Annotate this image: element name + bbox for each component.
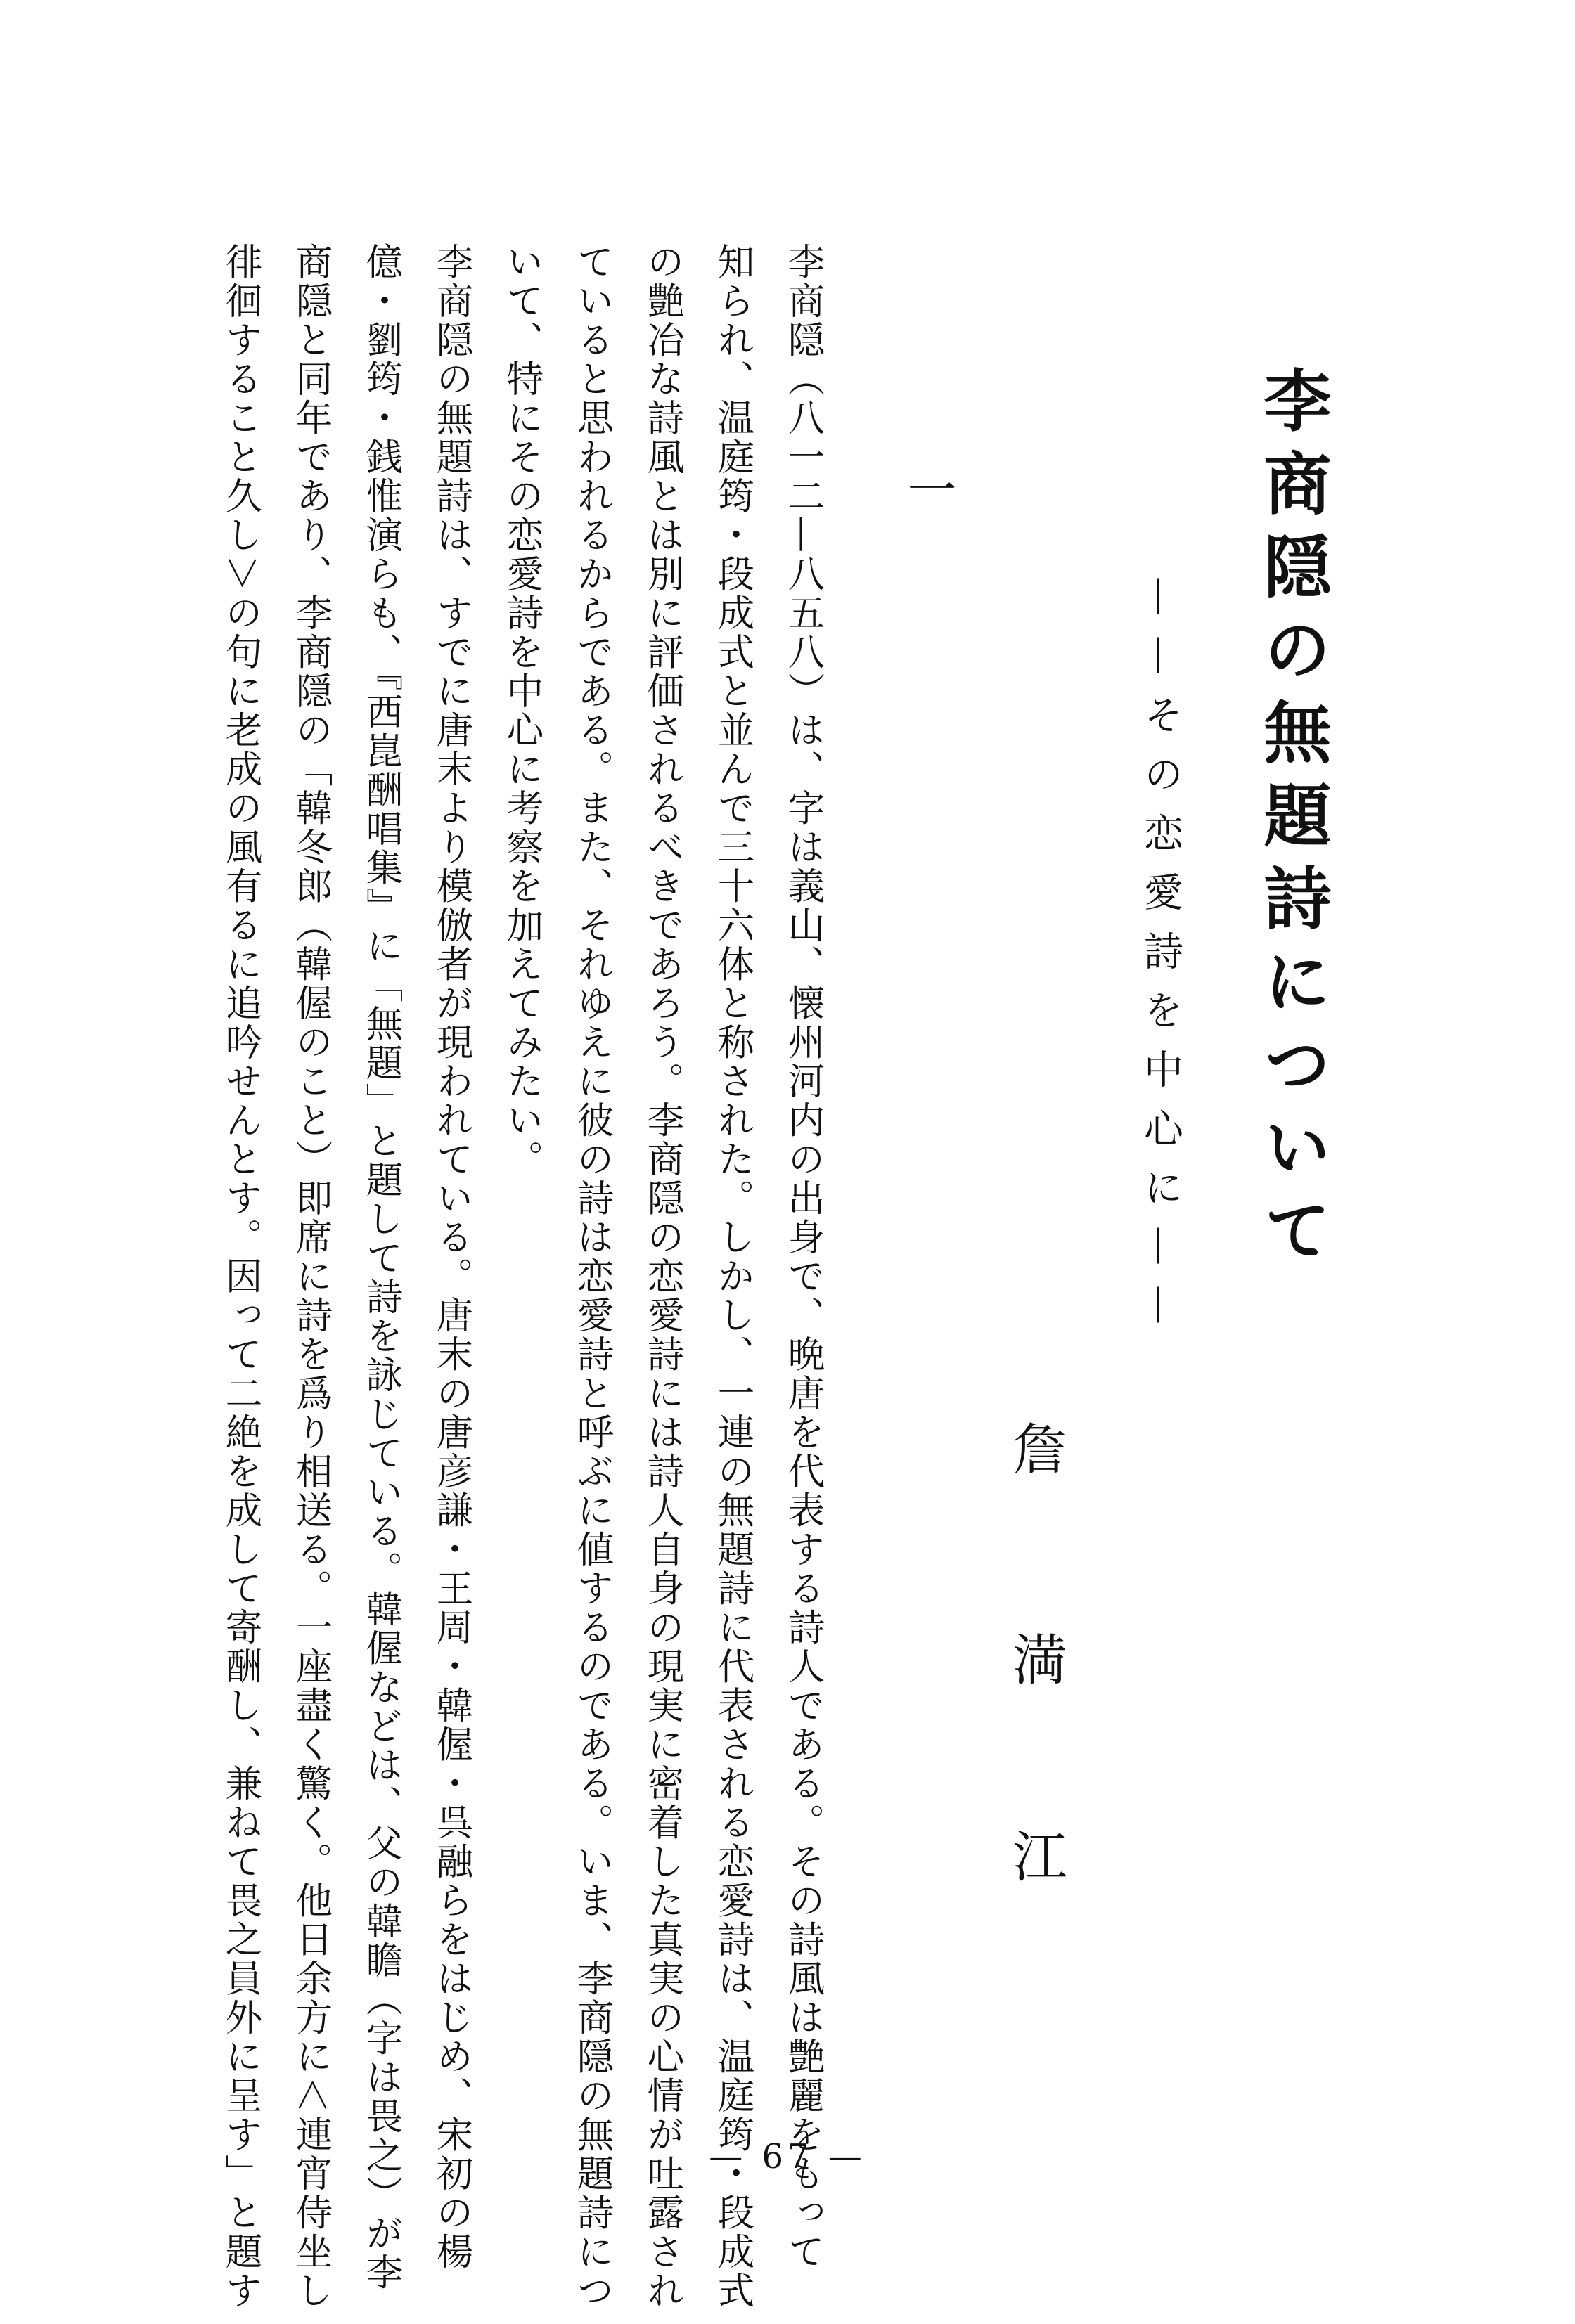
body-line-6: 李商隠の無題詩は、すでに唐末より模倣者が現われている。唐末の唐彦謙・王周・韓偓・呉融らをはじめ、宋初の楊 <box>430 243 474 2271</box>
section-number: 一 <box>899 464 957 513</box>
body-line-2: 知られ、温庭筠・段成式と並んで三十六体と称された。しかし、一連の無題詩に代表される恋愛詩は、温庭筠・段成式 <box>712 243 755 2311</box>
body-line-1: 李商隠（八一二—八五八）は、字は義山、懐州河内の出身で、晩唐を代表する詩人である。その詩風は艶麗をもって <box>782 243 825 2271</box>
body-line-9: 徘徊すること久し＞の句に老成の風有るに追吟せんとす。因って二絶を成して寄酬し、兼ねて畏之員外に呈す」と題す <box>219 243 263 2311</box>
body-line-5: いて、特にその恋愛詩を中心に考察を加えてみたい。 <box>501 243 544 1179</box>
article-subtitle: ——その恋愛詩を中心に—— <box>1138 576 1183 1344</box>
body-line-8: 商隠と同年であり、李商隠の「韓冬郎（韓偓のこと）即席に詩を爲り相送る。一座盡く驚く。他日余方に＜連宵侍坐し <box>290 243 333 2311</box>
body-line-4: ていると思われるからである。また、それゆえに彼の詩は恋愛詩と呼ぶに値するのである。いま、李商隠の無題詩につ <box>571 243 615 2311</box>
author-char-3: 江 <box>1012 1826 1068 1890</box>
page-number: — 67 — <box>709 2137 866 2176</box>
article-title: 李商隠の無題詩について <box>1253 366 1332 1278</box>
body-line-7: 億・劉筠・銭惟演らも、『西崑酬唱集』に「無題」と題して詩を詠じている。韓偓などは、父の韓瞻（字は畏之）が李 <box>360 243 404 2292</box>
author-char-2: 満 <box>1012 1629 1068 1693</box>
author-char-1: 詹 <box>1012 1419 1068 1482</box>
body-line-3: の艶冶な詩風とは別に評価されるべきであろう。李商隠の恋愛詩には詩人自身の現実に密着した真実の心情が吐露され <box>641 243 685 2311</box>
